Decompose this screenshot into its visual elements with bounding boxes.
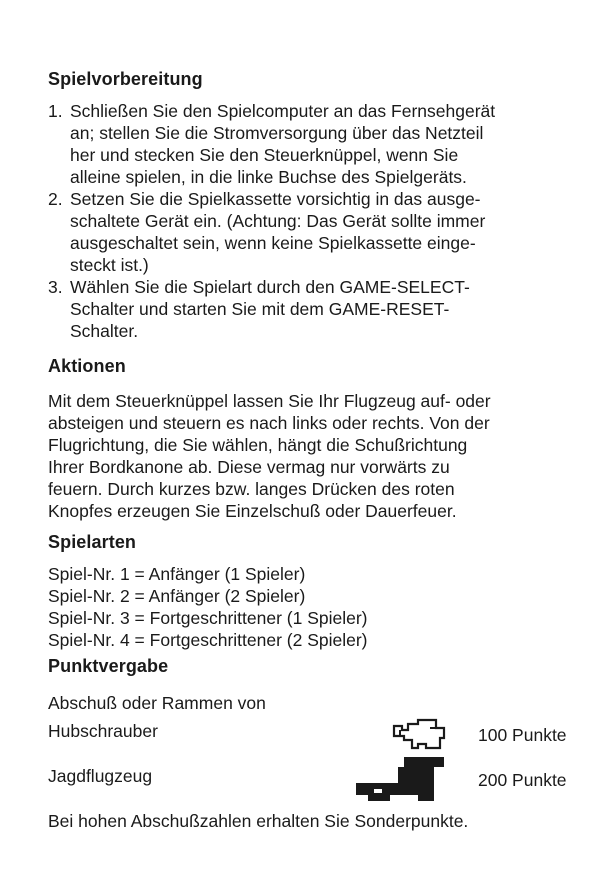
- heading-punktvergabe: Punktvergabe: [48, 656, 169, 676]
- score-item-helicopter: Hubschrauber: [48, 721, 158, 741]
- bonus-note: Bei hohen Abschußzahlen erhalten Sie Sonderpunkte.: [48, 811, 469, 831]
- game-modes-list: Spiel-Nr. 1 = Anfänger (1 Spieler) Spiel-Nr. 2 = Anfänger (2 Spieler) Spiel-Nr. 3 = Fortgeschrittener (1 Spieler) Spiel-Nr. 4 = Fortgeschrittener (2 Spieler): [48, 564, 368, 650]
- preparation-steps: [48, 100, 578, 342]
- jet-icon: [354, 755, 448, 805]
- scoring-intro: Abschuß oder Rammen von: [48, 693, 266, 713]
- step-2: 2. Setzen Sie die Spielkassette vorsichtig in das ausge- schaltete Gerät ein. (Achtung: Das Gerät sollte immer ausgeschaltet sein, wenn keine Spielkassette einge- steckt ist.): [48, 189, 486, 275]
- score-points-jet: 200 Punkte: [478, 770, 567, 790]
- heading-spielarten: Spielarten: [48, 532, 137, 552]
- helicopter-icon: [392, 718, 448, 752]
- actions-paragraph: Mit dem Steuerknüppel lassen Sie Ihr Flugzeug auf- oder absteigen und steuern es nach links oder rechts. Von der Flugrichtung, die Sie wählen, hängt die Schußrichtung Ihrer Bordkanone ab. Diese vermag nur vorwärts zu feuern. Durch kurzes bzw. langes Drücken des roten Knopfes erzeugen Sie Einzelschuß oder Dauerfeuer.: [48, 391, 491, 521]
- score-item-jet: Jagdflugzeug: [48, 766, 153, 786]
- step-3: 3. Wählen Sie die Spielart durch den GAME-SELECT- Schalter und starten Sie mit dem GAME-RESET- Schalter.: [48, 277, 470, 341]
- heading-spielvorbereitung: Spielvorbereitung: [48, 69, 203, 89]
- step-1: 1. Schließen Sie den Spielcomputer an das Fernsehgerät an; stellen Sie die Stromversorgung über das Netzteil her und stecken Sie den Steuerknüppel, wenn Sie alleine spielen, in die linke Buchse des Spielgeräts.: [48, 101, 496, 187]
- score-points-helicopter: 100 Punkte: [478, 725, 567, 745]
- heading-aktionen: Aktionen: [48, 356, 126, 376]
